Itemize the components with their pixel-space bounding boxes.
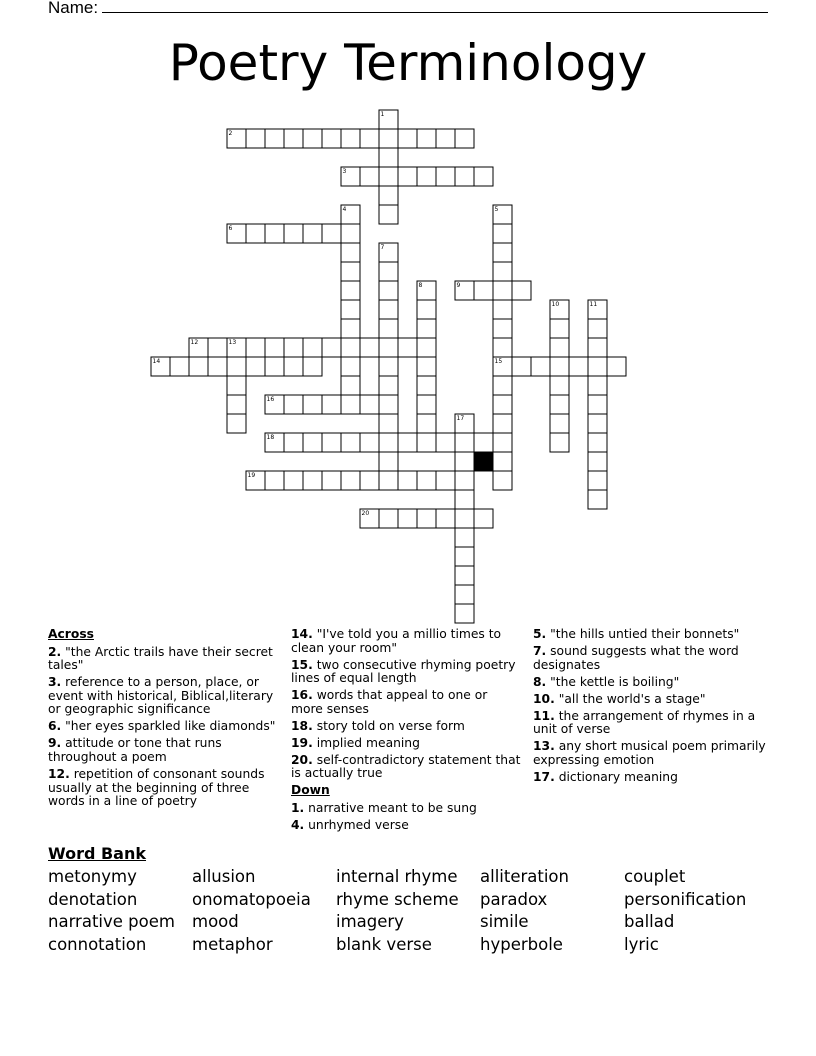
clue-number: 17.	[533, 769, 555, 784]
crossword-cell[interactable]	[284, 338, 303, 357]
crossword-cell-number: 20	[361, 510, 370, 517]
crossword-cell[interactable]	[341, 129, 360, 148]
clue-text: implied meaning	[312, 735, 420, 750]
clue-item	[48, 720, 284, 734]
clue-item	[291, 802, 521, 816]
crossword-cell[interactable]	[227, 376, 246, 395]
crossword-cell[interactable]	[170, 357, 189, 376]
name-label: Name:	[48, 0, 99, 17]
crossword-cell[interactable]	[208, 357, 227, 376]
clue-number: 12.	[48, 766, 70, 781]
crossword-cell[interactable]	[379, 376, 398, 395]
crossword-cell[interactable]	[417, 338, 436, 357]
crossword-cell[interactable]	[379, 395, 398, 414]
crossword-cell[interactable]	[512, 281, 531, 300]
clue-text: "the kettle is boiling"	[546, 674, 680, 689]
crossword-cell[interactable]	[265, 357, 284, 376]
crossword-cell[interactable]	[493, 433, 512, 452]
crossword-cell[interactable]	[227, 357, 246, 376]
clue-item	[533, 740, 769, 767]
clue-number: 7.	[533, 643, 547, 658]
crossword-cell-number: 10	[551, 301, 560, 308]
crossword-cell[interactable]	[493, 452, 512, 471]
crossword-cell-number: 13	[228, 339, 237, 346]
crossword-cell-number: 17	[456, 415, 465, 422]
clue-number: 14.	[291, 627, 313, 641]
crossword-cell[interactable]	[341, 376, 360, 395]
crossword-cell[interactable]	[303, 338, 322, 357]
crossword-cell[interactable]	[436, 129, 455, 148]
across-heading: Across	[48, 627, 94, 641]
crossword-cell[interactable]	[379, 319, 398, 338]
crossword-cell-number: 11	[589, 301, 598, 308]
crossword-cell[interactable]	[398, 338, 417, 357]
crossword-cell-number: 7	[380, 244, 385, 251]
crossword-cell[interactable]	[341, 319, 360, 338]
word-bank-item: simile	[480, 912, 529, 931]
crossword-cell[interactable]	[322, 224, 341, 243]
crossword-cell[interactable]	[417, 167, 436, 186]
crossword-cell[interactable]	[455, 129, 474, 148]
crossword-cell[interactable]	[208, 338, 227, 357]
clue-number: 6.	[48, 719, 62, 734]
clue-text: "I've told you a millio times to clean your room"	[291, 627, 502, 655]
clue-text: dictionary meaning	[554, 769, 678, 784]
crossword-cell[interactable]	[455, 433, 474, 452]
crossword-cell[interactable]	[398, 509, 417, 528]
crossword-cell[interactable]	[455, 167, 474, 186]
crossword-cell[interactable]	[189, 357, 208, 376]
crossword-cell[interactable]	[360, 433, 379, 452]
crossword-cell[interactable]	[417, 319, 436, 338]
crossword-cell-number: 18	[266, 434, 275, 441]
crossword-cell[interactable]	[588, 471, 607, 490]
crossword-cell[interactable]	[455, 585, 474, 604]
crossword-cell[interactable]	[588, 338, 607, 357]
crossword-cell[interactable]	[588, 452, 607, 471]
clue-number: 15.	[291, 657, 313, 672]
crossword-cell[interactable]	[569, 357, 588, 376]
crossword-cell[interactable]	[379, 414, 398, 433]
clue-number: 1.	[291, 800, 305, 815]
crossword-cell[interactable]	[360, 338, 379, 357]
clue-text: any short musical poem primarily expressing emotion	[533, 739, 766, 767]
crossword-cell[interactable]	[550, 414, 569, 433]
crossword-cell[interactable]	[227, 395, 246, 414]
clue-item	[48, 768, 284, 809]
clue-text: "her eyes sparkled like diamonds"	[61, 719, 276, 734]
clue-item	[291, 659, 521, 686]
clue-item	[533, 628, 769, 642]
crossword-cell[interactable]	[322, 395, 341, 414]
crossword-cell[interactable]	[379, 167, 398, 186]
crossword-cell[interactable]	[303, 395, 322, 414]
word-bank-item: alliteration	[480, 867, 569, 886]
word-bank-item: rhyme scheme	[336, 890, 459, 909]
clue-item	[291, 737, 521, 751]
crossword-cell[interactable]	[284, 129, 303, 148]
crossword-cell[interactable]	[360, 395, 379, 414]
crossword-cell[interactable]	[455, 509, 474, 528]
clue-number: 19.	[291, 735, 313, 750]
page-title: Poetry Terminology	[168, 34, 648, 92]
clue-item	[291, 720, 521, 734]
crossword-cell[interactable]	[379, 262, 398, 281]
clue-number: 16.	[291, 688, 313, 703]
crossword-cell[interactable]	[284, 433, 303, 452]
crossword-cell[interactable]	[379, 186, 398, 205]
crossword-cell[interactable]	[417, 300, 436, 319]
clue-text: repetition of consonant sounds usually at the beginning of three words in a line of poetry	[48, 766, 265, 809]
crossword-cell-number: 15	[494, 358, 503, 365]
clue-column-1	[48, 628, 284, 812]
crossword-cell[interactable]	[588, 376, 607, 395]
clue-number: 11.	[533, 708, 555, 723]
clue-text: words that appeal to one or more senses	[291, 688, 488, 716]
crossword-cell[interactable]	[322, 129, 341, 148]
crossword-cell[interactable]	[455, 528, 474, 547]
clue-number: 10.	[533, 691, 555, 706]
crossword-cell-number: 12	[190, 339, 199, 346]
clue-text: attitude or tone that runs throughout a poem	[48, 736, 222, 764]
clue-number: 2.	[48, 644, 62, 659]
crossword-cell-number: 1	[380, 111, 385, 118]
clue-item	[533, 771, 769, 785]
word-bank-item: mood	[192, 912, 239, 931]
crossword-cell[interactable]	[303, 433, 322, 452]
word-bank-item: personification	[624, 890, 747, 909]
crossword-cell[interactable]	[360, 471, 379, 490]
clue-text: narrative meant to be sung	[304, 800, 477, 815]
clue-text: "the hills untied their bonnets"	[546, 627, 740, 641]
crossword-cell[interactable]	[379, 300, 398, 319]
crossword-cell[interactable]	[588, 357, 607, 376]
crossword-cell[interactable]	[493, 243, 512, 262]
crossword-cell[interactable]	[455, 604, 474, 623]
clue-item	[533, 710, 769, 737]
crossword-cell[interactable]	[341, 395, 360, 414]
crossword-cell[interactable]	[493, 262, 512, 281]
crossword-cell[interactable]	[493, 281, 512, 300]
crossword-cell[interactable]	[455, 490, 474, 509]
clue-item	[533, 645, 769, 672]
crossword-cell[interactable]	[455, 566, 474, 585]
clue-text: self-contradictory statement that is actually true	[291, 752, 521, 781]
crossword-cell[interactable]	[417, 414, 436, 433]
crossword-cell[interactable]	[588, 414, 607, 433]
crossword-cell-number: 2	[228, 130, 233, 137]
clue-number: 18.	[291, 718, 313, 733]
crossword-cell[interactable]	[284, 357, 303, 376]
crossword-cell[interactable]	[607, 357, 626, 376]
crossword-cell[interactable]	[227, 414, 246, 433]
crossword-cell[interactable]	[341, 262, 360, 281]
clue-item	[291, 819, 521, 833]
word-bank-item: metaphor	[192, 935, 273, 954]
word-bank-item: couplet	[624, 867, 686, 886]
crossword-cell[interactable]	[322, 338, 341, 357]
clue-item	[291, 628, 521, 655]
crossword-cell[interactable]	[284, 395, 303, 414]
crossword-cell[interactable]	[417, 433, 436, 452]
clue-text: "the Arctic trails have their secret tales"	[48, 644, 273, 673]
crossword-cell[interactable]	[493, 414, 512, 433]
word-bank-item: ballad	[624, 912, 675, 931]
crossword-cell[interactable]	[550, 376, 569, 395]
crossword-cell-number: 6	[228, 225, 233, 232]
crossword-cell[interactable]	[341, 243, 360, 262]
clue-number: 8.	[533, 674, 547, 689]
clue-column-3	[533, 628, 769, 788]
crossword-cell[interactable]	[265, 129, 284, 148]
clue-item	[48, 676, 284, 717]
crossword-cell[interactable]	[550, 395, 569, 414]
crossword-cell[interactable]	[493, 395, 512, 414]
crossword-cell[interactable]	[550, 338, 569, 357]
crossword-cell[interactable]	[265, 471, 284, 490]
crossword-cell[interactable]	[474, 433, 493, 452]
crossword-cell[interactable]	[322, 433, 341, 452]
crossword-cell[interactable]	[303, 471, 322, 490]
crossword-cell[interactable]	[474, 167, 493, 186]
crossword-cell[interactable]	[436, 509, 455, 528]
clue-text: reference to a person, place, or event with historical, Biblical,literary or geographic significance	[48, 675, 274, 717]
crossword-cell[interactable]	[379, 452, 398, 471]
crossword-cell[interactable]	[246, 357, 265, 376]
crossword-cell[interactable]	[436, 471, 455, 490]
clue-number: 4.	[291, 817, 305, 832]
clue-item	[48, 737, 284, 764]
crossword-cell[interactable]	[398, 129, 417, 148]
crossword-cell[interactable]	[341, 300, 360, 319]
word-bank-item: lyric	[624, 935, 659, 954]
clue-text: two consecutive rhyming poetry lines of equal length	[291, 657, 516, 686]
crossword-cell[interactable]	[588, 433, 607, 452]
crossword-cell[interactable]	[246, 129, 265, 148]
crossword-cell[interactable]	[379, 433, 398, 452]
crossword-cell[interactable]	[398, 433, 417, 452]
crossword-cell[interactable]	[265, 224, 284, 243]
word-bank-item: narrative poem	[48, 912, 175, 931]
crossword-cell-number: 14	[152, 358, 161, 365]
crossword-cell-number: 9	[456, 282, 461, 289]
crossword-cell[interactable]	[246, 338, 265, 357]
clue-item	[291, 754, 521, 781]
crossword-cell[interactable]	[341, 433, 360, 452]
crossword-cell-number: 19	[247, 472, 256, 479]
crossword-cell[interactable]	[265, 338, 284, 357]
crossword-cell[interactable]	[417, 129, 436, 148]
crossword-cell[interactable]	[379, 509, 398, 528]
crossword-cell-number: 3	[342, 168, 347, 175]
crossword-cell[interactable]	[379, 148, 398, 167]
crossword-cell[interactable]	[512, 357, 531, 376]
word-bank-title: Word Bank	[48, 844, 147, 863]
crossword-cell[interactable]	[493, 376, 512, 395]
crossword-cell[interactable]	[303, 129, 322, 148]
crossword-cell[interactable]	[588, 319, 607, 338]
crossword-cell[interactable]	[322, 471, 341, 490]
crossword-cell[interactable]	[360, 129, 379, 148]
clue-text: "all the world's a stage"	[554, 691, 706, 706]
crossword-cell[interactable]	[398, 471, 417, 490]
crossword-cell[interactable]	[588, 395, 607, 414]
crossword-cell[interactable]	[493, 224, 512, 243]
crossword-cell[interactable]	[379, 357, 398, 376]
clue-text: story told on verse form	[312, 718, 465, 733]
word-bank-item: metonymy	[48, 867, 137, 886]
crossword-cell[interactable]	[341, 357, 360, 376]
word-bank-item: imagery	[336, 912, 404, 931]
crossword-cell[interactable]	[379, 338, 398, 357]
crossword-cell-number: 8	[418, 282, 423, 289]
crossword-cell[interactable]	[379, 129, 398, 148]
crossword-cell[interactable]	[455, 547, 474, 566]
word-bank-item: onomatopoeia	[192, 890, 311, 909]
crossword-cell[interactable]	[417, 471, 436, 490]
word-bank-item: denotation	[48, 890, 138, 909]
crossword-cell[interactable]	[379, 205, 398, 224]
crossword-cell[interactable]	[341, 224, 360, 243]
crossword-cell[interactable]	[246, 224, 265, 243]
crossword-cell[interactable]	[455, 471, 474, 490]
crossword-cell[interactable]	[550, 433, 569, 452]
clue-item	[291, 689, 521, 716]
crossword-cell[interactable]	[303, 224, 322, 243]
crossword-cell[interactable]	[436, 167, 455, 186]
crossword-cell[interactable]	[303, 357, 322, 376]
clue-item	[533, 676, 769, 690]
crossword-cell-number: 16	[266, 396, 275, 403]
word-bank-item: allusion	[192, 867, 256, 886]
clue-item	[533, 693, 769, 707]
crossword-cell[interactable]	[493, 319, 512, 338]
clue-number: 13.	[533, 739, 555, 754]
crossword-cell[interactable]	[284, 224, 303, 243]
clue-text: sound suggests what the word designates	[533, 643, 739, 672]
clue-number: 3.	[48, 675, 62, 690]
crossword-cell[interactable]	[417, 509, 436, 528]
clue-number: 9.	[48, 736, 62, 751]
clue-text: the arrangement of rhymes in a unit of verse	[533, 708, 756, 737]
crossword-cell-number: 5	[494, 206, 499, 213]
crossword-cell[interactable]	[379, 471, 398, 490]
crossword-black-cell	[474, 452, 493, 471]
word-bank-item: hyperbole	[480, 935, 563, 954]
crossword-cell[interactable]	[474, 509, 493, 528]
down-heading: Down	[291, 783, 330, 798]
word-bank-item: internal rhyme	[336, 867, 458, 886]
crossword-cell[interactable]	[588, 490, 607, 509]
crossword-cell[interactable]	[398, 167, 417, 186]
word-bank-item: connotation	[48, 935, 147, 954]
crossword-cell[interactable]	[531, 357, 550, 376]
word-bank-item: blank verse	[336, 935, 432, 954]
crossword-cell[interactable]	[550, 319, 569, 338]
clue-item	[48, 646, 284, 673]
crossword-cell[interactable]	[284, 471, 303, 490]
crossword-cell[interactable]	[417, 376, 436, 395]
crossword-cell[interactable]	[417, 395, 436, 414]
crossword-cell[interactable]	[474, 281, 493, 300]
crossword-cell[interactable]	[493, 300, 512, 319]
crossword-cell-number: 4	[342, 206, 347, 213]
crossword-cell[interactable]	[379, 281, 398, 300]
crossword-cell[interactable]	[341, 338, 360, 357]
clue-number: 20.	[291, 752, 313, 767]
crossword-cell[interactable]	[341, 471, 360, 490]
crossword-cell[interactable]	[493, 338, 512, 357]
crossword-cell[interactable]	[550, 357, 569, 376]
crossword-cell[interactable]	[341, 281, 360, 300]
crossword-cell[interactable]	[436, 433, 455, 452]
clue-text: unrhymed verse	[304, 817, 409, 832]
crossword-cell[interactable]	[493, 471, 512, 490]
word-bank-item: paradox	[480, 890, 548, 909]
clue-number: 5.	[533, 627, 547, 641]
crossword-cell[interactable]	[417, 357, 436, 376]
crossword-cell[interactable]	[455, 452, 474, 471]
crossword-cell[interactable]	[360, 167, 379, 186]
clue-column-2	[291, 628, 521, 836]
